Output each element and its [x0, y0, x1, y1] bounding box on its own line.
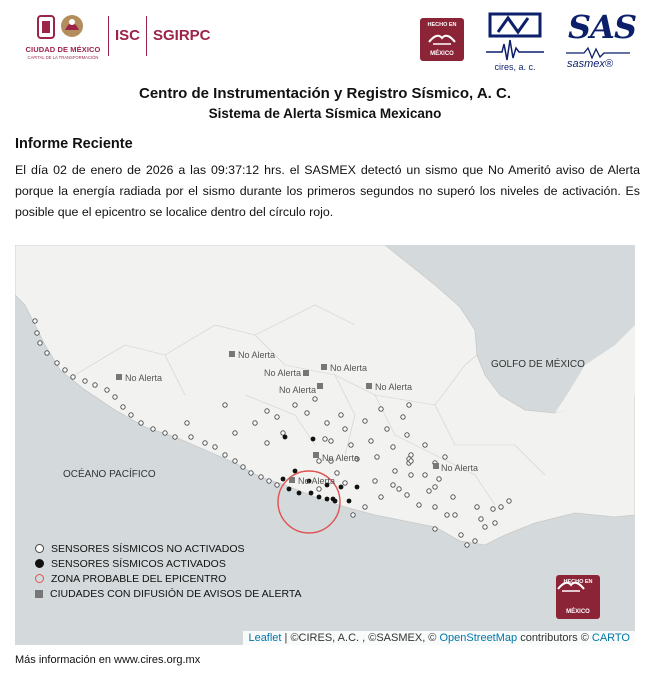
carto-link[interactable]: CARTO — [591, 632, 630, 644]
sasmex-text: sasmex® — [567, 58, 614, 70]
cdmx-emblem-icon — [20, 12, 106, 46]
attribution-text: | ©CIRES, A.C. , ©SASMEX, © — [281, 632, 440, 644]
legend-not-activated — [35, 541, 301, 556]
legend-cities — [35, 586, 301, 601]
city-label: No Alerta — [375, 382, 413, 392]
leaflet-link[interactable]: Leaflet — [248, 632, 282, 644]
legend-zone — [35, 571, 301, 586]
open-circle-icon — [35, 544, 44, 553]
legend-label: CIUDADES CON DIFUSIÓN DE AVISOS DE ALERTA — [50, 587, 302, 600]
footer-more-info: Más información en www.cires.org.mx — [15, 654, 201, 666]
eagle-icon — [556, 577, 586, 593]
legend-label: SENSORES SÍSMICOS NO ACTIVADOS — [51, 542, 245, 555]
report-text: El día 02 de enero de 2026 a las 09:37:12 hrs. el SASMEX detectó un sismo que No Ameritó aviso de Alerta porque la energía radiada por el sismo durante los primeros segundos no superó los niveles de activación. Es posible que el epicentro se localice dentro del círculo rojo. — [15, 163, 640, 219]
isc-label: ISC — [115, 27, 141, 44]
cires-label: cires, a. c. — [494, 62, 536, 72]
city-label: No Alerta — [322, 453, 360, 463]
osm-link[interactable]: OpenStreetMap — [439, 632, 518, 644]
header-divider — [108, 16, 109, 56]
city-label: No Alerta — [125, 373, 163, 383]
legend-label: SENSORES SÍSMICOS ACTIVADOS — [51, 557, 226, 570]
header-divider — [146, 16, 147, 56]
attribution-text: contributors © — [517, 632, 592, 644]
page-header — [0, 0, 650, 76]
ocean-pacific-label: OCÉANO PACÍFICO — [63, 469, 156, 480]
filled-circle-icon — [35, 559, 44, 568]
map-attribution — [243, 631, 635, 645]
gulf-label: GOLFO DE MÉXICO — [491, 359, 585, 370]
eagle-icon — [427, 30, 457, 46]
cdmx-title: CIUDAD DE MÉXICO — [25, 45, 101, 54]
epicenter-map[interactable] — [15, 245, 635, 645]
map-badge-line2: MÉXICO — [566, 609, 590, 615]
city-label: No Alerta — [264, 368, 302, 378]
hecho-badge-line1: HECHO EN — [427, 22, 457, 28]
hecho-badge-line2: MÉXICO — [430, 51, 454, 57]
city-label: No Alerta — [330, 363, 368, 373]
sasmex-logo[interactable] — [564, 8, 644, 76]
legend-activated — [35, 556, 301, 571]
report-heading: Informe Reciente — [15, 136, 133, 152]
city-label: No Alerta — [298, 476, 336, 486]
map-badge-line1: HECHO EN — [563, 579, 593, 585]
page-title: Centro de Instrumentación y Registro Sísmico, A. C. — [138, 85, 511, 102]
sgirpc-label: SGIRPC — [153, 27, 211, 44]
cdmx-logo[interactable] — [20, 12, 106, 64]
page-subtitle: Sistema de Alerta Sísmica Mexicano — [208, 106, 442, 121]
legend-label: ZONA PROBABLE DEL EPICENTRO — [51, 572, 227, 585]
cires-logo[interactable] — [484, 10, 546, 76]
map-legend — [35, 541, 301, 601]
cdmx-subtitle: CAPITAL DE LA TRANSFORMACIÓN — [27, 55, 99, 60]
city-label: No Alerta — [441, 463, 479, 473]
city-label: No Alerta — [238, 350, 276, 360]
map-hecho-en-mexico-badge — [556, 575, 600, 619]
hecho-en-mexico-badge — [420, 18, 464, 61]
sas-text: SAS — [568, 8, 637, 46]
red-circle-icon — [35, 574, 44, 583]
gray-square-icon — [35, 590, 43, 598]
cires-emblem-icon — [484, 10, 546, 62]
city-label: No Alerta — [279, 385, 317, 395]
